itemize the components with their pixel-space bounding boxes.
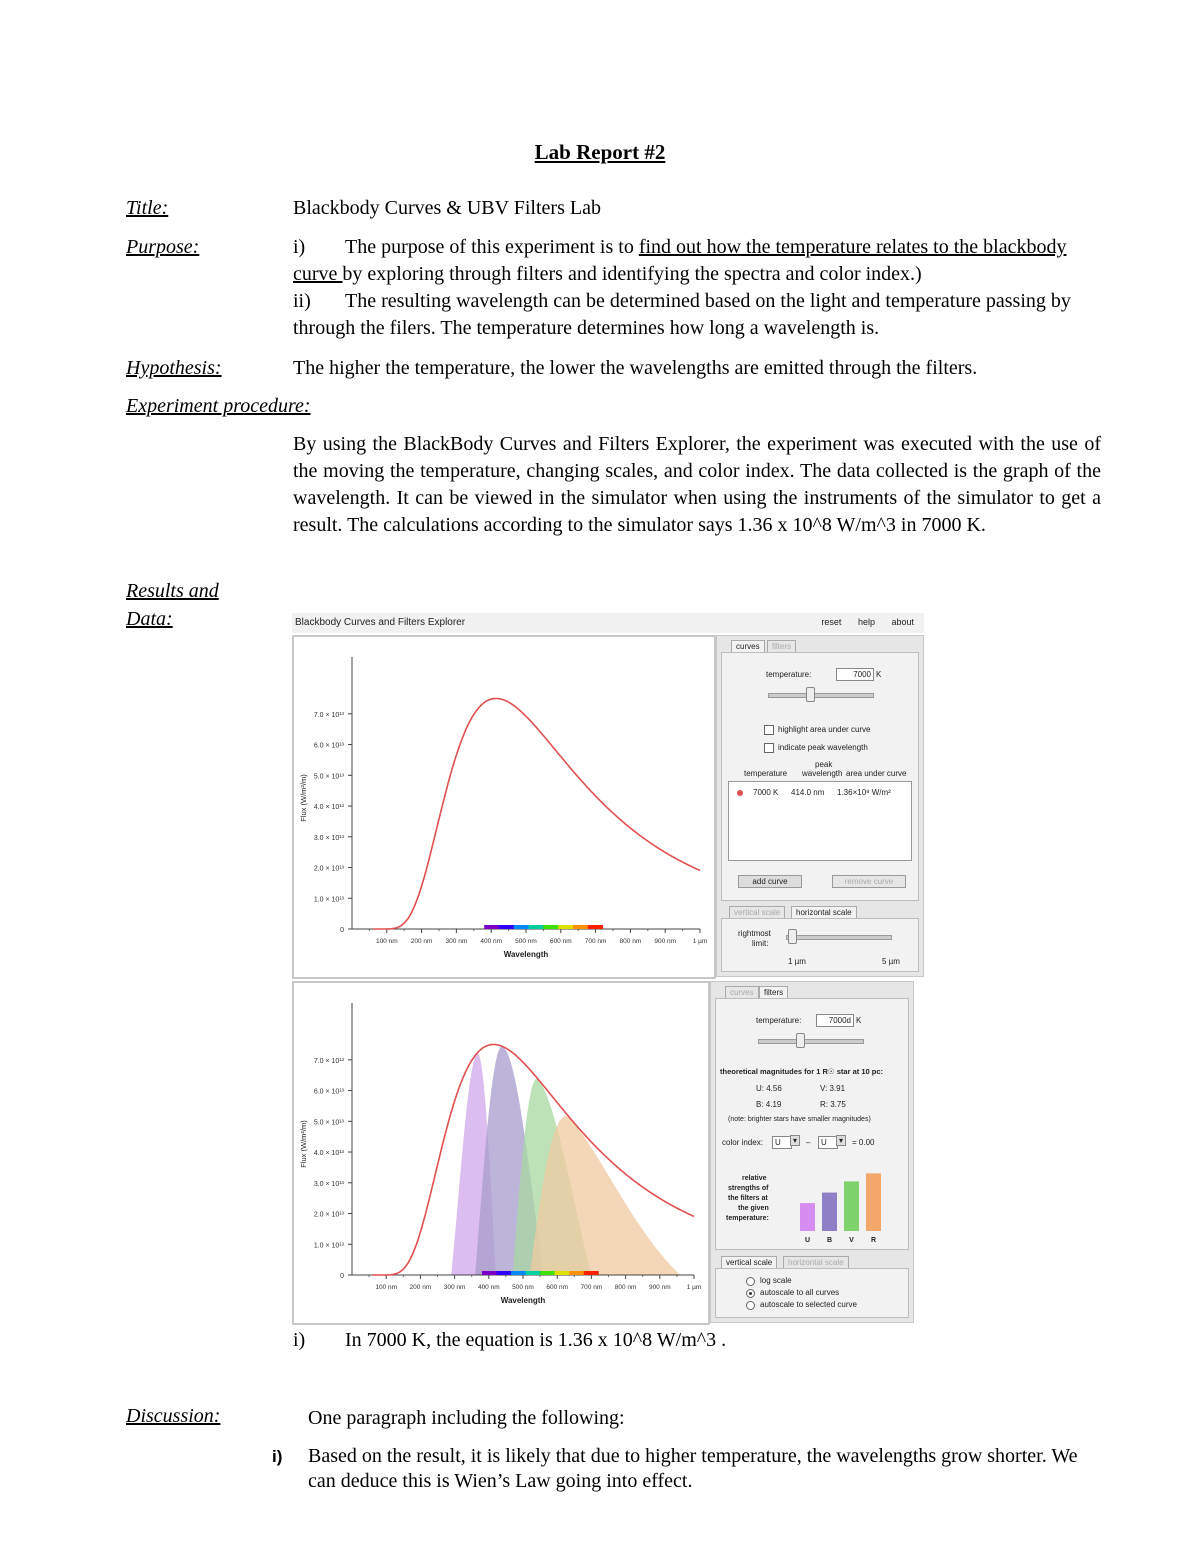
limit-label: limit: <box>752 939 769 948</box>
x-tick-label: 200 nm <box>409 1284 432 1291</box>
rightmost-limit-slider-knob[interactable] <box>788 929 797 944</box>
y-tick-label: 1.0 × 10¹³ <box>313 896 344 904</box>
tab-vertical-scale-2[interactable]: vertical scale <box>721 1256 777 1269</box>
relative-label-2: strengths of <box>728 1185 769 1192</box>
doc-title: Lab Report #2 <box>534 140 666 164</box>
filter-bar-label: V <box>849 1237 854 1244</box>
x-tick-label: 500 nm <box>515 938 537 945</box>
chevron-down-icon[interactable]: ▾ <box>790 1135 800 1146</box>
spectrum-strip-segment <box>558 925 573 929</box>
y-tick-label: 6.0 × 10¹³ <box>313 742 344 750</box>
y-tick-label: 2.0 × 10¹³ <box>313 1211 344 1219</box>
curves-list[interactable] <box>728 781 912 861</box>
autoscale-all-label: autoscale to all curves <box>760 1288 840 1297</box>
y-tick-label: 7.0 × 10¹³ <box>313 711 344 719</box>
relative-label-5: temperature: <box>726 1215 769 1222</box>
x-tick-label: 800 nm <box>614 1284 637 1291</box>
x-tick-label: 100 nm <box>375 938 398 945</box>
x-tick-label: 200 nm <box>410 938 433 945</box>
temperature-slider-knob[interactable] <box>806 687 815 702</box>
about-link[interactable]: about <box>891 617 914 627</box>
y-tick-label: 2.0 × 10¹³ <box>313 865 344 873</box>
temperature-label: temperature: <box>766 670 812 679</box>
spectrum-strip-segment <box>543 925 558 929</box>
magnitude-b: B: 4.19 <box>756 1100 782 1109</box>
col-head-peak: peak <box>815 760 833 769</box>
hypothesis-text: The higher the temperature, the lower the wavelengths are emitted through the filters. <box>293 357 978 379</box>
filters-side-panel <box>710 981 914 1323</box>
autoscale-selected-label: autoscale to selected curve <box>760 1300 857 1309</box>
y-tick-label: 3.0 × 10¹³ <box>313 1180 344 1188</box>
x-tick-label: 300 nm <box>445 938 468 945</box>
temperature-slider-track[interactable] <box>768 693 874 698</box>
x-tick-label: 1 µm <box>692 938 708 945</box>
x-tick-label: 400 nm <box>480 938 503 945</box>
y-axis-label: Flux (W/m²/m) <box>299 1120 308 1168</box>
x-tick-label: 700 nm <box>584 938 607 945</box>
curve-row-peak[interactable]: 414.0 nm <box>791 788 825 797</box>
spectrum-strip-segment <box>496 1271 511 1275</box>
color-index-label: color index: <box>722 1138 763 1147</box>
chevron-down-icon[interactable]: ▾ <box>836 1135 846 1146</box>
x-tick-label: 600 nm <box>546 1284 569 1291</box>
autoscale-all-radio[interactable] <box>746 1289 755 1298</box>
peak-wavelength-label: indicate peak wavelength <box>778 743 868 752</box>
spectrum-strip-segment <box>529 925 544 929</box>
autoscale-selected-radio[interactable] <box>746 1301 755 1310</box>
color-index-select-a[interactable]: U <box>772 1136 792 1149</box>
x-tick-label: 400 nm <box>477 1284 500 1291</box>
x-tick-label: 600 nm <box>549 938 572 945</box>
reset-link[interactable]: reset <box>821 617 842 627</box>
spectrum-strip-segment <box>499 925 514 929</box>
magnitude-u: U: 4.56 <box>756 1084 782 1093</box>
col-head-wavelength: wavelength <box>802 769 843 778</box>
tab-filters[interactable]: filters <box>767 640 796 653</box>
x-tick-label: 900 nm <box>648 1284 671 1291</box>
plot-panel-filters <box>292 981 710 1325</box>
relative-label-1: relative <box>742 1175 767 1182</box>
y-tick-label: 1.0 × 10¹³ <box>313 1242 344 1250</box>
discussion-item-num: i) <box>272 1447 283 1466</box>
plot-panel-curves <box>292 635 716 979</box>
col-head-area: area under curve <box>846 769 907 778</box>
filter-bar-v <box>844 1181 859 1231</box>
curve-row-temp[interactable]: 7000 K <box>753 788 779 797</box>
relative-label-3: the filters at <box>728 1195 768 1202</box>
x-tick-label: 100 nm <box>375 1284 398 1291</box>
tab-horizontal-scale[interactable]: horizontal scale <box>791 906 857 919</box>
temperature-label-2: temperature: <box>756 1016 802 1025</box>
filters-plot <box>294 983 708 1323</box>
spectrum-strip-segment <box>584 1271 599 1275</box>
filter-strength-bars <box>794 1167 894 1247</box>
x-tick-label: 300 nm <box>443 1284 466 1291</box>
col-head-temperature: temperature <box>744 769 788 778</box>
purpose-item-2 <box>293 288 1101 342</box>
help-link[interactable]: help <box>857 617 875 627</box>
tab-vertical-scale[interactable]: vertical scale <box>729 906 785 919</box>
y-tick-label: 3.0 × 10¹³ <box>313 834 344 842</box>
spectrum-strip-segment <box>540 1271 555 1275</box>
kelvin-unit-2: K <box>856 1016 862 1025</box>
tab-curves-2[interactable]: curves <box>725 986 759 999</box>
result-item-text: In 7000 K, the equation is 1.36 x 10^8 W/m^3 . <box>345 1329 727 1351</box>
purpose-item-1 <box>293 234 1101 288</box>
curves-side-panel <box>716 635 924 977</box>
discussion-label: Discussion: <box>126 1405 221 1427</box>
filter-bar-r <box>866 1173 881 1231</box>
temperature-slider-knob-2[interactable] <box>796 1033 805 1048</box>
kelvin-unit: K <box>876 670 882 679</box>
add-curve-button[interactable]: add curve <box>738 875 802 888</box>
results-label-1: Results and <box>126 580 219 602</box>
color-index-select-b[interactable]: U <box>818 1136 838 1149</box>
procedure-label: Experiment procedure: <box>126 395 311 417</box>
magnitudes-title: theoretical magnitudes for 1 R☉ star at 10 pc: <box>720 1067 884 1076</box>
filter-bar-u <box>800 1203 815 1231</box>
purpose-item-2-text: The resulting wavelength can be determined based on the light and temperature passing by through the filers. The temperature determines how long a wavelength is. <box>293 290 1071 339</box>
magnitude-r: R: 3.75 <box>820 1100 846 1109</box>
filters-tab-content <box>715 998 909 1250</box>
highlight-area-label: highlight area under curve <box>778 725 871 734</box>
x-tick-label: 1 µm <box>686 1284 702 1291</box>
x-tick-label: 900 nm <box>654 938 677 945</box>
x-tick-label: 800 nm <box>619 938 642 945</box>
filter-bar-label: R <box>870 1237 877 1244</box>
tab-filters-2[interactable]: filters <box>759 986 788 999</box>
purpose-text <box>293 234 1101 342</box>
log-scale-label: log scale <box>760 1276 792 1285</box>
title-value: Blackbody Curves & UBV Filters Lab <box>293 197 601 219</box>
spectrum-strip-segment <box>555 1271 570 1275</box>
spectrum-strip-segment <box>588 925 603 929</box>
spectrum-strip-segment <box>514 925 529 929</box>
filter-bar-label: U <box>804 1237 811 1244</box>
magnitude-note: (note: brighter stars have smaller magnitudes) <box>728 1116 871 1123</box>
y-tick-label: 5.0 × 10¹³ <box>313 773 344 781</box>
spectrum-strip-segment <box>484 925 499 929</box>
y-tick-label: 6.0 × 10¹³ <box>313 1088 344 1096</box>
relative-label-4: the given <box>738 1205 769 1212</box>
rightmost-limit-slider-track[interactable] <box>786 935 892 940</box>
procedure-text: By using the BlackBody Curves and Filters Explorer, the experiment was executed with the use of the moving the temperature, changing scales, and color index. The data collected is the graph of the wavelength. It can be viewed in the simulator when using the instruments of the simulator to get a result. The calculations according to the simulator says 1.36 x 10^8 W/m^3 in 7000 K. <box>293 433 1101 536</box>
y-tick-label: 4.0 × 10¹³ <box>313 1150 344 1158</box>
app-title-bar <box>292 613 924 633</box>
purpose-item-1-underlined: find out how the temperature relates to the blackbody curve <box>293 236 1067 285</box>
filter-bar-b <box>822 1193 837 1231</box>
purpose-label: Purpose: <box>126 236 200 258</box>
result-item <box>293 1327 1101 1354</box>
title-label: Title: <box>126 197 169 219</box>
temperature-input[interactable]: 7000 <box>836 668 874 681</box>
filter-bar-label: B <box>826 1237 833 1244</box>
x-axis-label: Wavelength <box>500 1296 546 1305</box>
hypothesis-label: Hypothesis: <box>126 357 222 379</box>
limit-min-label: 1 µm <box>788 957 806 966</box>
blackbody-plot <box>294 637 714 977</box>
rightmost-label: rightmost <box>738 929 771 938</box>
filter-r-band <box>530 1116 681 1275</box>
purpose-item-1-num: i) <box>293 236 306 258</box>
highlight-area-checkbox[interactable] <box>764 725 774 735</box>
horizontal-scale-content <box>721 918 919 972</box>
temperature-slider-track-2[interactable] <box>758 1039 864 1044</box>
blackbody-curve <box>373 699 700 930</box>
y-axis-label: Flux (W/m²/m) <box>299 774 308 822</box>
magnitude-v: V: 3.91 <box>820 1084 846 1093</box>
color-index-minus: – <box>806 1138 811 1147</box>
spectrum-strip-segment <box>511 1271 526 1275</box>
purpose-item-2-num: ii) <box>293 290 311 312</box>
vertical-scale-content <box>715 1268 909 1318</box>
x-tick-label: 700 nm <box>580 1284 603 1291</box>
peak-wavelength-checkbox[interactable] <box>764 743 774 753</box>
temperature-input-2[interactable]: 7000d <box>816 1014 854 1027</box>
limit-max-label: 5 µm <box>882 957 900 966</box>
discussion-intro: One paragraph including the following: <box>308 1407 625 1429</box>
purpose-item-1-post: by exploring through filters and identifying the spectra and color index.) <box>342 263 922 285</box>
log-scale-radio[interactable] <box>746 1277 755 1286</box>
app-name: Blackbody Curves and Filters Explorer <box>295 617 466 628</box>
y-tick-label: 7.0 × 10¹³ <box>313 1057 344 1065</box>
discussion-item-text: Based on the result, it is likely that due to higher temperature, the wavelengths grow shorter. We can deduce this is Wien’s Law going into effect. <box>308 1445 1078 1492</box>
spectrum-strip-segment <box>573 925 588 929</box>
purpose-item-1-pre: The purpose of this experiment is to <box>345 236 639 258</box>
y-tick-label: 0 <box>340 927 344 934</box>
curve-row-area[interactable]: 1.36×10⁸ W/m² <box>837 788 891 797</box>
remove-curve-button[interactable]: remove curve <box>832 875 906 888</box>
tab-horizontal-scale-2[interactable]: horizontal scale <box>783 1256 849 1269</box>
y-tick-label: 5.0 × 10¹³ <box>313 1119 344 1127</box>
curve-color-dot <box>737 790 743 796</box>
spectrum-strip-segment <box>526 1271 541 1275</box>
x-axis-label: Wavelength <box>503 950 549 959</box>
spectrum-strip-segment <box>569 1271 584 1275</box>
y-tick-label: 4.0 × 10¹³ <box>313 804 344 812</box>
x-tick-label: 500 nm <box>512 1284 534 1291</box>
simulator-screenshot <box>292 613 924 1323</box>
spectrum-strip-segment <box>482 1271 497 1275</box>
result-item-num: i) <box>293 1329 306 1351</box>
results-label-2: Data: <box>126 608 173 630</box>
color-index-result: = 0.00 <box>852 1138 875 1147</box>
tab-curves[interactable]: curves <box>731 640 765 653</box>
curves-tab-content <box>721 652 919 901</box>
y-tick-label: 0 <box>340 1273 344 1280</box>
